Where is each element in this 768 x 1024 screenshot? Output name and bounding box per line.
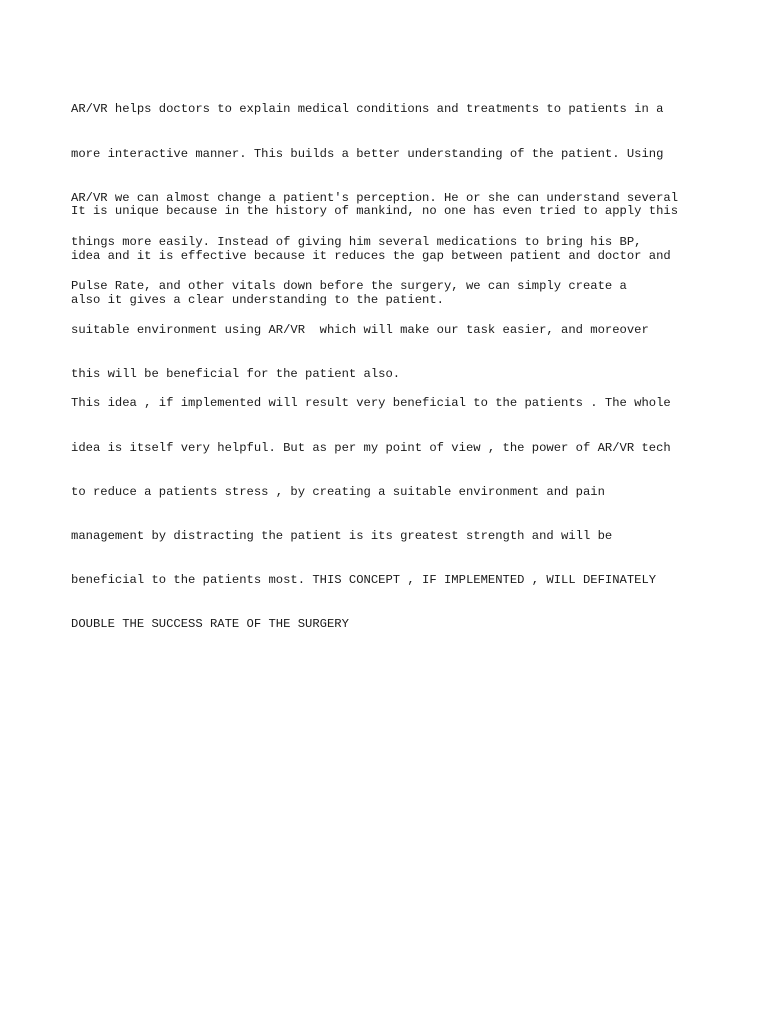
text-line: management by distracting the patient is its greatest strength and will be xyxy=(71,528,613,543)
text-line: AR/VR helps doctors to explain medical conditions and treatments to patients in a xyxy=(71,102,664,117)
text-line: AR/VR we can almost change a patient's perception. He or she can understand several xyxy=(71,190,679,205)
text-line: things more easily. Instead of giving him several medications to bring his BP, xyxy=(71,234,642,249)
text-line: suitable environment using AR/VR which will make our task easier, and moreover xyxy=(71,322,649,337)
text-line: to reduce a patients stress , by creating a suitable environment and pain xyxy=(71,484,605,499)
paragraph-conclusion xyxy=(71,367,711,661)
text-line: also it gives a clear understanding to the patient. xyxy=(71,292,444,307)
text-line: this will be beneficial for the patient also. xyxy=(71,367,401,382)
paragraph-uniqueness xyxy=(71,175,711,337)
text-line: It is unique because in the history of mankind, no one has even tried to apply this xyxy=(71,204,679,219)
text-line: DOUBLE THE SUCCESS RATE OF THE SURGERY xyxy=(71,616,349,631)
text-line: beneficial to the patients most. THIS CONCEPT , IF IMPLEMENTED , WILL DEFINATELY xyxy=(71,572,657,587)
text-line: idea is itself very helpful. But as per my point of view , the power of AR/VR tech xyxy=(71,440,671,455)
text-line: idea and it is effective because it reduces the gap between patient and doctor and xyxy=(71,248,671,263)
text-line: more interactive manner. This builds a better understanding of the patient. Using xyxy=(71,146,664,161)
text-line: This idea , if implemented will result very beneficial to the patients . The whole xyxy=(71,396,671,411)
text-line: Pulse Rate, and other vitals down before the surgery, we can simply create a xyxy=(71,278,627,293)
